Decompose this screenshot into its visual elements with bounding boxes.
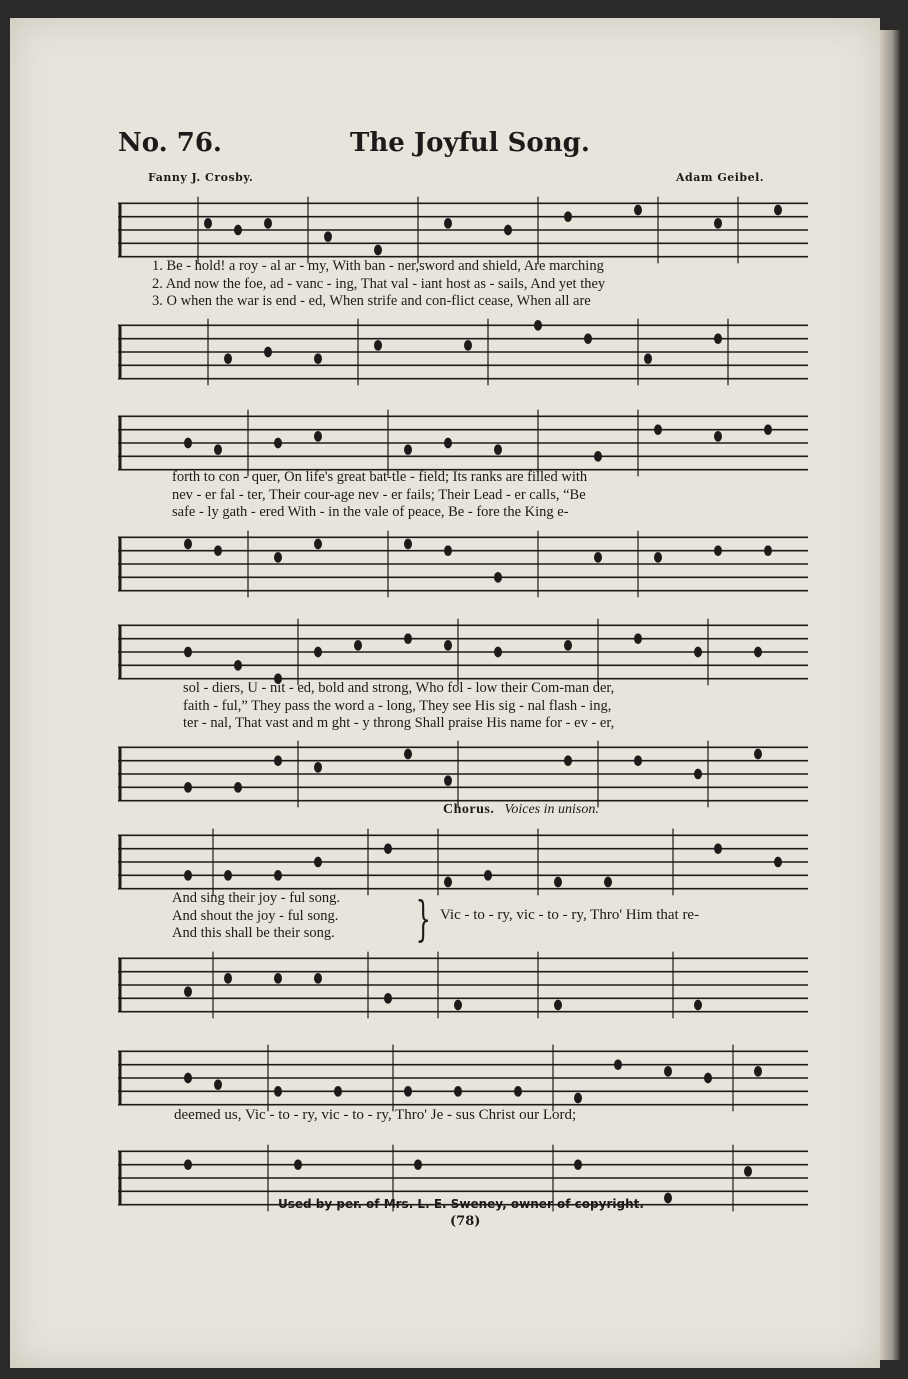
hymn-number: No. 76.	[118, 128, 222, 158]
composer-credit: Adam Geibel.	[676, 171, 765, 184]
chorus-heading: Chorus.	[443, 802, 495, 817]
page-number: (78)	[450, 1214, 481, 1229]
verse-3-line: safe - ly gath - ered With - in the vale of peace, Be - fore the King e-	[172, 504, 569, 520]
hymn-heading	[110, 128, 810, 168]
verse-2-line: nev - er fal - ter, Their cour-age nev - er fails; Their Lead - er calls, “Be	[172, 486, 586, 503]
refrain-line-1: Vic - to - ry, vic - to - ry, Thro' Him that re-	[440, 907, 700, 923]
chorus-verse-endings	[172, 890, 340, 943]
verse-3-line: ter - nal, That vast and m ght - y throng Shall praise His name for - ev - er,	[183, 715, 615, 731]
verse-1-ending: And sing their joy - ful song.	[172, 890, 340, 906]
chorus-label	[443, 802, 599, 818]
lyrics-system-3	[183, 680, 843, 733]
verse-1-line: 1. Be - hold! a roy - al ar - my, With ban - ner,sword and shield, Are marching	[152, 258, 604, 274]
treble-staff-5	[118, 1038, 808, 1118]
verse-2-ending: And shout the joy - ful song.	[172, 907, 339, 924]
hymn-title: The Joyful Song.	[350, 128, 590, 158]
lyrics-system-2	[172, 469, 832, 522]
verse-2-line: 2. And now the foe, ad - vanc - ing, That val - iant host as - sails, And yet they	[152, 275, 606, 292]
lyricist-credit: Fanny J. Crosby.	[148, 171, 254, 184]
copyright-note: Used by per. of Mrs. L. E. Sweney, owner of copyright.	[278, 1197, 644, 1211]
bass-staff-2	[118, 524, 808, 604]
bass-staff-4	[118, 945, 808, 1025]
bass-staff-1	[118, 312, 808, 392]
verse-brace: }	[415, 891, 431, 947]
verse-3-line: 3. O when the war is end - ed, When strife and con-flict cease, When all are	[152, 293, 591, 309]
verse-1-line: sol - diers, U - nit - ed, bold and strong, Who fol - low their Com-man der,	[183, 680, 615, 696]
chorus-direction: Voices in unison.	[504, 802, 599, 817]
lyrics-system-1	[152, 258, 812, 311]
page-edge	[880, 30, 900, 1360]
verse-2-line: faith - ful,” They pass the word a - long, They see His sig - nal flash - ing,	[183, 697, 612, 714]
verse-3-ending: And this shall be their song.	[172, 925, 335, 941]
verse-1-line: forth to con - quer, On life's great bat-tle - field; Its ranks are filled with	[172, 469, 588, 485]
refrain-line-2: deemed us, Vic - to - ry, vic - to - ry, Thro' Je - sus Christ our Lord;	[174, 1107, 577, 1123]
